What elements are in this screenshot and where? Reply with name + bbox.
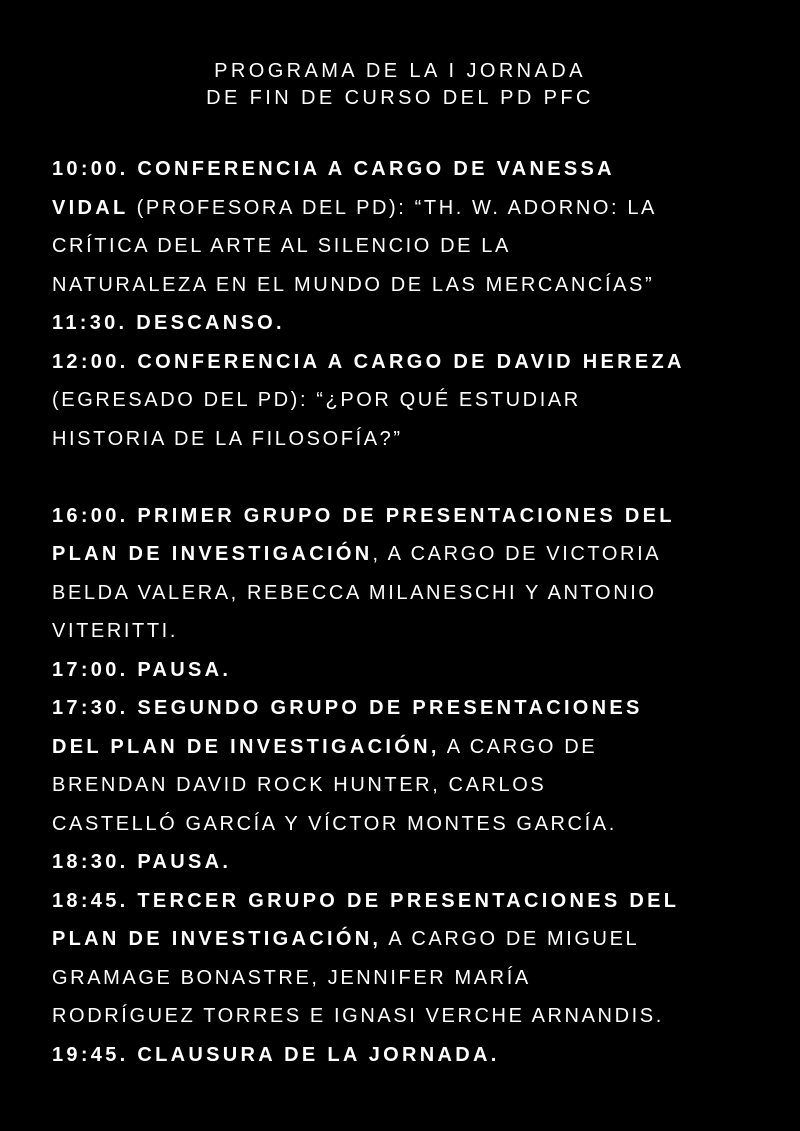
entry-detail: GRAMAGE BONASTRE, JENNIFER MARÍA [52, 966, 531, 989]
schedule-line [52, 651, 762, 690]
schedule-spacer [52, 458, 762, 497]
schedule-line [52, 266, 762, 305]
schedule-entry-time-1000: 10:00. CONFERENCIA A CARGO DE VANESSA [52, 158, 615, 180]
entry-detail: A CARGO DE MIGUEL [381, 928, 640, 950]
program-title [0, 58, 800, 112]
entry-detail: A CARGO DE [439, 735, 598, 758]
schedule-entry-time-1945: 19:45. CLAUSURA DE LA JORNADA. [52, 1043, 500, 1066]
schedule-entry-time-1730: 17:30. SEGUNDO GRUPO DE PRESENTACIONES [52, 697, 643, 719]
schedule-line [52, 689, 762, 728]
schedule-entry-time-1130: 11:30. DESCANSO. [52, 312, 285, 334]
schedule-line [52, 997, 762, 1036]
entry-detail: , A CARGO DE VICTORIA [372, 543, 662, 565]
schedule-line [52, 304, 762, 343]
schedule-line [52, 497, 762, 536]
entry-detail: BRENDAN DAVID ROCK HUNTER, CARLOS [52, 774, 547, 796]
entry-detail: NATURALEZA EN EL MUNDO DE LAS MERCANCÍAS” [52, 273, 655, 296]
entry-highlight: PLAN DE INVESTIGACIÓN, [52, 928, 382, 950]
schedule-line [52, 227, 762, 266]
schedule-line [52, 728, 762, 767]
schedule-line [52, 882, 762, 921]
entry-detail: (PROFESORA DEL PD): “TH. W. ADORNO: LA [128, 196, 657, 219]
title-line-2: DE FIN DE CURSO DEL PD PFC [206, 87, 594, 109]
entry-detail: CRÍTICA DEL ARTE AL SILENCIO DE LA [52, 235, 511, 257]
schedule-line [52, 1036, 762, 1075]
entry-detail: BELDA VALERA, REBECCA MILANESCHI Y ANTONIO [52, 581, 657, 604]
schedule-entry-time-1700: 17:00. PAUSA. [52, 658, 232, 681]
schedule-line [52, 381, 762, 420]
schedule-entry-time-1830: 18:30. PAUSA. [52, 851, 232, 873]
schedule-line [52, 189, 762, 228]
entry-detail: (EGRESADO DEL PD): “¿POR QUÉ ESTUDIAR [52, 389, 581, 411]
schedule-line [52, 150, 762, 189]
schedule-line [52, 420, 762, 459]
schedule-entry-time-1600: 16:00. PRIMER GRUPO DE PRESENTACIONES DEL [52, 504, 675, 527]
entry-detail: RODRÍGUEZ TORRES E IGNASI VERCHE ARNANDIS. [52, 1005, 664, 1027]
schedule-entry-time-1845: 18:45. TERCER GRUPO DE PRESENTACIONES DEL [52, 889, 680, 912]
schedule-line [52, 574, 762, 613]
schedule-line [52, 805, 762, 844]
schedule-line [52, 343, 762, 382]
program-schedule [52, 150, 762, 1074]
title-line-1: PROGRAMA DE LA I JORNADA [214, 60, 586, 82]
entry-highlight: PLAN DE INVESTIGACIÓN [52, 543, 373, 565]
schedule-line [52, 920, 762, 959]
schedule-entry-time-1200: 12:00. CONFERENCIA A CARGO DE DAVID HEREZA [52, 350, 685, 373]
speaker-name: VIDAL [52, 196, 129, 219]
entry-detail: VITERITTI. [52, 620, 178, 642]
schedule-line [52, 843, 762, 882]
schedule-line [52, 766, 762, 805]
schedule-line [52, 959, 762, 998]
entry-highlight: DEL PLAN DE INVESTIGACIÓN, [52, 735, 440, 758]
schedule-line [52, 535, 762, 574]
schedule-line [52, 612, 762, 651]
entry-detail: CASTELLÓ GARCÍA Y VÍCTOR MONTES GARCÍA. [52, 812, 617, 835]
entry-detail: HISTORIA DE LA FILOSOFÍA?” [52, 427, 403, 450]
